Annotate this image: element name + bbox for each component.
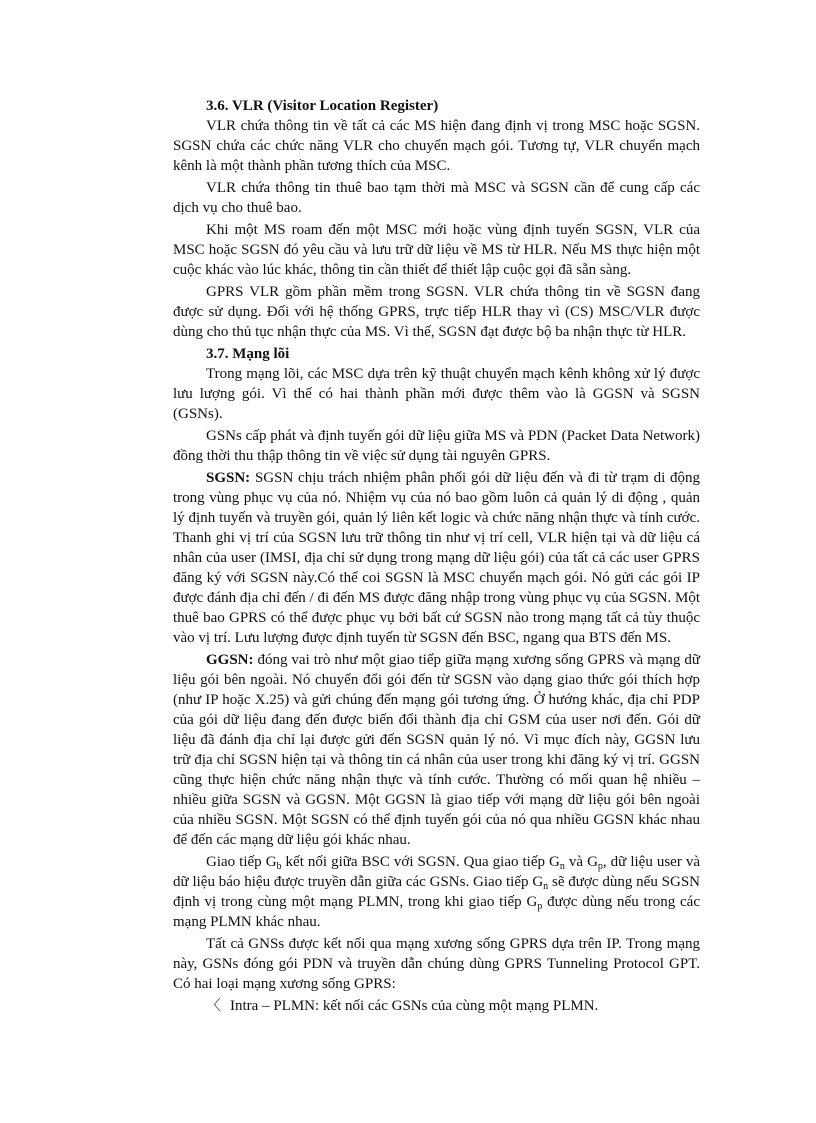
subscript: b <box>276 861 282 872</box>
list-item <box>173 996 700 1016</box>
section-heading-core-network: 3.7. Mạng lõi <box>206 346 290 362</box>
list-item-text: Intra – PLMN: kết nối các GSNs của cùng một mạng PLMN. <box>230 998 599 1014</box>
paragraph-interfaces <box>173 852 700 932</box>
text-run: , dữ liệu user và dữ liệu báo hiệu được truyền dẫn giữa các GSNs. Giao tiếp G <box>173 854 701 890</box>
text-sgsn: SGSN chịu trách nhiệm phân phối gói dữ liệu đến và đi từ trạm di động trong vùng phục vụ của nó. Nhiệm vụ của nó bao gồm luôn cả quản lý di động , quản lý định tuyến và truyền gói, quản lý liên kết logic và chức năng nhận thực và tính cước. Thanh ghi vị trí của SGSN lưu trữ thông tin như vị trí cell, VLR hiện tại và dữ liệu cá nhân của user (IMSI, địa chỉ sử dụng trong mạng dữ liệu gói) của tất cả các user GPRS đăng ký với SGSN này.Có thể coi SGSN là MSC chuyển mạch gói. Nó gửi các gói IP được đánh địa chỉ đến / đi đến MS được đăng nhập trong vùng phục vụ của SGSN. Một thuê bao GPRS có thể được phục vụ bởi bất cứ SGSN nào trong mạng tất cả tùy thuộc vào vị trí. Lưu lượng được định tuyến từ SGSN đến BSC, ngang qua BTS đến MS. <box>173 470 700 646</box>
term-ggsn: GGSN: <box>206 652 254 668</box>
section-heading-vlr: 3.6. VLR (Visitor Location Register) <box>206 98 439 114</box>
bullet-icon: 〈 <box>206 998 222 1014</box>
subscript: p <box>537 901 543 912</box>
text-ggsn: đóng vai trò như một giao tiếp giữa mạng xương sống GPRS và mạng dữ liệu gói bên ngoài. Nó chuyển đổi gói đến từ SGSN vào dạng giao thức gói thích hợp (như IP hoặc X.25) và gửi chúng đến mạng gói tương ứng. Ở hướng khác, địa chỉ PDP của gói dữ liệu đang đến được biến đổi thành địa chỉ GSM của user nơi đến. Gói dữ liệu đã đánh địa chỉ lại được gửi đến SGSN quản lý nó. Vì mục đích này, GGSN lưu trữ địa chỉ SGSN hiện tại và thông tin cá nhân của user trong khi đăng ký vị trí. GGSN cũng thực hiện chức năng nhận thực và tính cước. Thường có mối quan hệ nhiều – nhiều giữa SGSN và GGSN. Một GGSN là giao tiếp với mạng dữ liệu gói bên ngoài của nhiều SGSN. Một SGSN có thể định tuyến gói của nó qua nhiều GGSN khác nhau để đến các mạng dữ liệu gói khác nhau. <box>173 652 700 848</box>
subscript: n <box>559 861 565 872</box>
text-run: kết nối giữa BSC với SGSN. Qua giao tiếp G <box>281 854 560 870</box>
paragraph-ggsn <box>173 650 700 850</box>
document-page <box>173 96 700 1016</box>
text-run: Giao tiếp G <box>206 854 277 870</box>
text-run: được dùng nếu trong các mạng PLMN khác nhau. <box>173 894 700 930</box>
subscript: p <box>597 861 603 872</box>
term-sgsn: SGSN: <box>206 470 251 486</box>
subscript: n <box>543 881 549 892</box>
paragraph-sgsn <box>173 468 700 648</box>
text-run: và G <box>564 854 598 870</box>
paragraph: Tất cả GNSs được kết nối qua mạng xương sống GPRS dựa trên IP. Trong mạng này, GSNs đóng gói PDN và truyền dẫn chúng dùng GPRS Tunneling Protocol GPT. Có hai loại mạng xương sống GPRS: <box>173 936 700 992</box>
paragraph: Khi một MS roam đến một MSC mới hoặc vùng định tuyến SGSN, VLR của MSC hoặc SGSN đó yêu cầu và lưu trữ dữ liệu về MS từ HLR. Nếu MS thực hiện một cuộc khác vào lúc khác, thông tin cần thiết để thiết lập cuộc gọi đã sẵn sàng. <box>173 222 700 278</box>
paragraph: Trong mạng lõi, các MSC dựa trên kỹ thuật chuyển mạch kênh không xử lý được lưu lượng gói. Vì thế có hai thành phần mới được thêm vào là GGSN và SGSN (GSNs). <box>173 366 700 422</box>
paragraph: VLR chứa thông tin thuê bao tạm thời mà MSC và SGSN cần để cung cấp các dịch vụ cho thuê bao. <box>173 180 700 216</box>
paragraph: GSNs cấp phát và định tuyến gói dữ liệu giữa MS và PDN (Packet Data Network) đồng thời thu thập thông tin về việc sử dụng tài nguyên GPRS. <box>173 428 700 464</box>
paragraph: VLR chứa thông tin về tất cả các MS hiện đang định vị trong MSC hoặc SGSN. SGSN chứa các chức năng VLR cho chuyển mạch gói. Tương tự, VLR chuyển mạch kênh là một thành phần tương thích của MSC. <box>173 118 700 174</box>
paragraph: GPRS VLR gồm phần mềm trong SGSN. VLR chứa thông tin về SGSN đang được sử dụng. Đối với hệ thống GPRS, trực tiếp HLR thay vì (CS) MSC/VLR được dùng cho thủ tục nhận thực của MS. Vì thế, SGSN đạt được bộ ba nhận thực từ HLR. <box>173 284 700 340</box>
text-run: sẽ được dùng nếu SGSN định vị trong cùng một mạng PLMN, trong khi giao tiếp G <box>173 874 700 910</box>
